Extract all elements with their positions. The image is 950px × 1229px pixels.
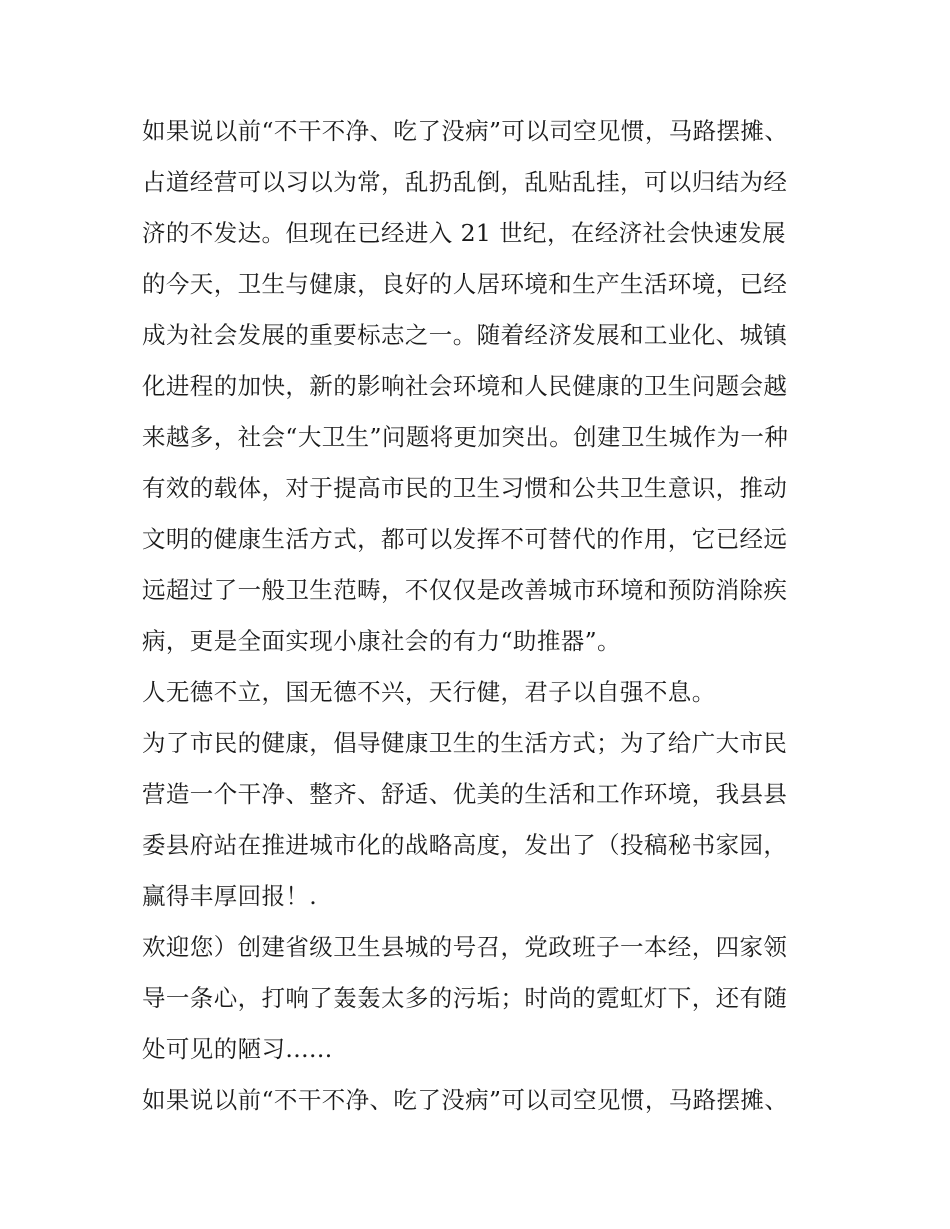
text-line: 有效的载体，对于提高市民的卫生习惯和公共卫生意识，推动 — [142, 474, 788, 502]
text-line: 来越多，社会“大卫生”问题将更加突出。创建卫生城作为一种 — [142, 423, 789, 451]
text-line: 的今天，卫生与健康，良好的人居环境和生产生活环境，已经 — [142, 270, 788, 298]
text-line: 如果说以前“不干不净、吃了没病”可以司空见惯，马路摆摊、 — [142, 117, 789, 145]
text-line: 赢得丰厚回报！. — [142, 882, 318, 910]
text-line: 济的不发达。但现在已经进入 21 世纪，在经济社会快速发展 — [142, 219, 786, 247]
document-body — [142, 106, 822, 1126]
text-line: 化进程的加快，新的影响社会环境和人民健康的卫生问题会越 — [142, 372, 788, 400]
text-line: 病，更是全面实现小康社会的有力“助推器”。 — [142, 627, 621, 655]
text-line: 营造一个干净、整齐、舒适、优美的生活和工作环境，我县县 — [142, 780, 788, 808]
text-line: 占道经营可以习以为常，乱扔乱倒，乱贴乱挂，可以归结为经 — [142, 168, 788, 196]
text-line: 如果说以前“不干不净、吃了没病”可以司空见惯，马路摆摊、 — [142, 1086, 789, 1114]
text-line: 导一条心，打响了轰轰太多的污垢；时尚的霓虹灯下，还有随 — [142, 984, 788, 1012]
text-line: 处可见的陋习...... — [142, 1035, 333, 1063]
text-line: 远超过了一般卫生范畴，不仅仅是改善城市环境和预防消除疾 — [142, 576, 788, 604]
text-line: 为了市民的健康，倡导健康卫生的生活方式；为了给广大市民 — [142, 729, 788, 757]
text-line: 文明的健康生活方式，都可以发挥不可替代的作用，它已经远 — [142, 525, 788, 553]
text-line: 人无德不立，国无德不兴，天行健，君子以自强不息。 — [142, 678, 716, 706]
text-line: 成为社会发展的重要标志之一。随着经济发展和工业化、城镇 — [142, 321, 788, 349]
text-line: 委县府站在推进城市化的战略高度，发出了（投稿秘书家园， — [142, 831, 788, 859]
text-line: 欢迎您）创建省级卫生县城的号召，党政班子一本经，四家领 — [142, 933, 788, 961]
